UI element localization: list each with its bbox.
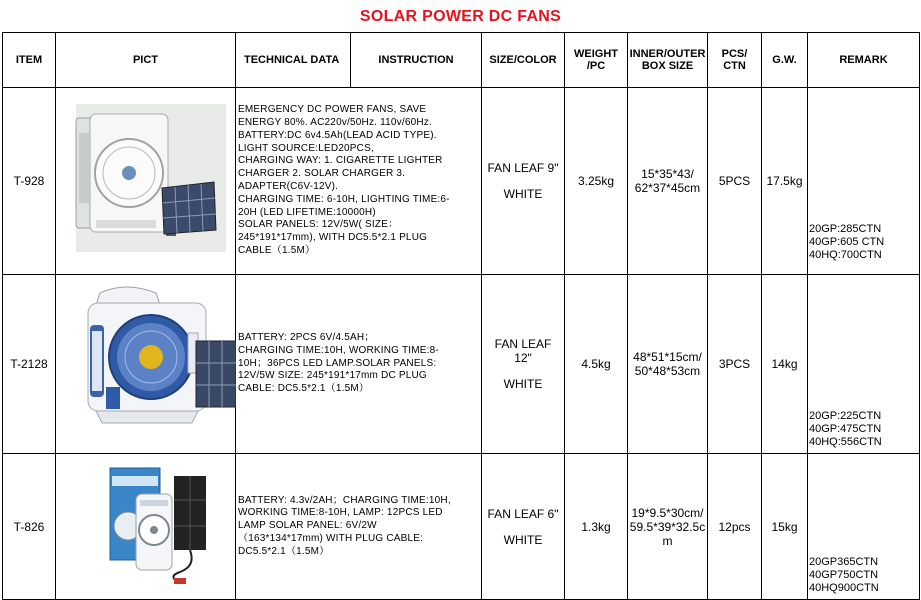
technical-description: EMERGENCY DC POWER FANS, SAVE ENERGY 80%. AC220v/50Hz. 110v/60Hz. BATTERY:DC 6v4.5Ah(LEAD ACID TYPE). LIGHT SOURCE:LED20PCS, CHARGING WAY: 1. CIGARETTE LIGHTER CHARGER 2. SOLAR CHARGER 3. ADAPTER(C6V-12V). CHARGING TIME: 6-10H, LIGHTING TIME:6- 20H (LED LIFETIME:10000H) SOLAR PANELS: 12V/5W( SIZE： 245*191*17mm), WITH DC5.5*2.1 PLUG CABLE（1.5M） xyxy=(236,88,482,275)
header-item: ITEM xyxy=(3,33,56,88)
item-code: T-2128 xyxy=(3,275,56,454)
fan-with-solar-panel-image xyxy=(56,88,236,274)
weight-per-pc: 1.3kg xyxy=(565,454,628,600)
box-size xyxy=(628,275,708,454)
box-size-line: 48*51*15cm/ xyxy=(633,350,702,364)
fan-box-and-solar-panel-image xyxy=(56,454,236,599)
header-technical-data: TECHNICAL DATA xyxy=(236,33,351,88)
header-instruction: INSTRUCTION xyxy=(351,33,482,88)
product-image xyxy=(56,88,236,275)
remark-line: 40HQ900CTN xyxy=(809,582,879,594)
box-size-line: 59.5*39*32.5c xyxy=(629,519,706,534)
remark-line: 40GP:475CTN xyxy=(809,423,882,435)
remark-line: 20GP:225CTN xyxy=(809,410,882,422)
color-line: WHITE xyxy=(503,377,543,391)
box-size-line: 19*9.5*30cm/ xyxy=(631,505,704,520)
color-line: WHITE xyxy=(503,187,543,201)
remark xyxy=(808,88,920,275)
size-color xyxy=(482,275,565,454)
pcs-per-ctn: 12pcs xyxy=(708,454,762,600)
pcs-per-ctn: 3PCS xyxy=(708,275,762,454)
weight-per-pc: 4.5kg xyxy=(565,275,628,454)
remark-line: 40HQ:700CTN xyxy=(809,249,882,261)
header-box-size: INNER/OUTER BOX SIZE xyxy=(628,33,708,88)
technical-description: BATTERY: 4.3v/2AH；CHARGING TIME:10H, WORKING TIME:8-10H, LAMP: 12PCS LED LAMP SOLAR PANEL: 6V/2W （163*134*17mm) WITH PLUG CABLE: DC5.5*2.1（1.5M） xyxy=(236,454,482,600)
header-row xyxy=(3,33,920,88)
remark xyxy=(808,454,920,600)
gross-weight: 15kg xyxy=(762,454,808,600)
size-line: FAN LEAF xyxy=(494,337,552,351)
table-row xyxy=(3,275,920,454)
product-image xyxy=(56,454,236,600)
remark-line: 40GP750CTN xyxy=(809,569,879,581)
pcs-per-ctn: 5PCS xyxy=(708,88,762,275)
header-gw: G.W. xyxy=(762,33,808,88)
box-size-line: m xyxy=(662,533,673,548)
item-code: T-928 xyxy=(3,88,56,275)
header-size-color: SIZE/COLOR xyxy=(482,33,565,88)
remark-line: 20GP365CTN xyxy=(809,556,879,568)
box-size xyxy=(628,88,708,275)
remark-line: 20GP:285CTN xyxy=(809,223,882,235)
box-size-line: 50*48*53cm xyxy=(634,364,701,378)
page-title: SOLAR POWER DC FANS xyxy=(359,8,562,25)
product-image xyxy=(56,275,236,454)
box-size xyxy=(628,454,708,600)
table-row xyxy=(3,454,920,600)
remark-line: 40GP:605 CTN xyxy=(809,236,885,248)
box-size-line: 15*35*43/ xyxy=(641,167,694,181)
box-size-line: 62*37*45cm xyxy=(634,181,701,195)
fan-with-solar-panel-image xyxy=(56,275,236,453)
size-line: 12" xyxy=(514,351,532,365)
size-line: FAN LEAF 9" xyxy=(487,161,559,175)
size-color xyxy=(482,454,565,600)
header-pcs-ctn: PCS/ CTN xyxy=(708,33,762,88)
header-weight: WEIGHT /PC xyxy=(565,33,628,88)
remark xyxy=(808,275,920,454)
technical-description: BATTERY: 2PCS 6V/4.5AH； CHARGING TIME:10H, WORKING TIME:8- 10H；36PCS LED LAMP.SOLAR PANELS: 12V/5W SIZE: 245*191*17mm DC PLUG CABLE: DC5.5*2.1（1.5M） xyxy=(236,275,482,454)
table-row xyxy=(3,88,920,275)
weight-per-pc: 3.25kg xyxy=(565,88,628,275)
size-color xyxy=(482,88,565,275)
header-pict: PICT xyxy=(56,33,236,88)
gross-weight: 17.5kg xyxy=(762,88,808,275)
size-line: FAN LEAF 6" xyxy=(487,506,559,521)
item-code: T-826 xyxy=(3,454,56,600)
header-remark: REMARK xyxy=(808,33,920,88)
gross-weight: 14kg xyxy=(762,275,808,454)
remark-line: 40HQ:556CTN xyxy=(809,436,882,448)
product-table xyxy=(2,32,920,600)
color-line: WHITE xyxy=(503,532,543,547)
